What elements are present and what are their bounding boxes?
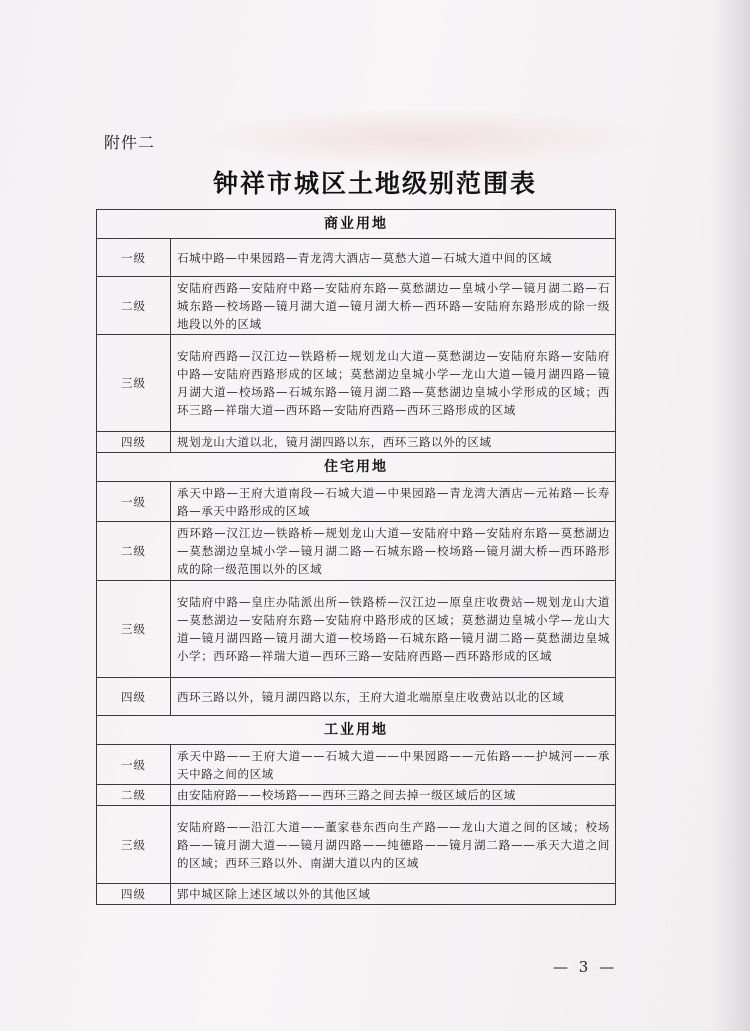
- section-header-row: [97, 716, 616, 745]
- range-cell: 由安陆府路——校场路——西环三路之间去掉一级区域后的区域: [171, 785, 616, 806]
- range-cell: 承天中路—王府大道南段—石城大道—中果园路—青龙湾大酒店—元祐路—长寿路—承天中路形成的区域: [171, 482, 616, 522]
- range-cell: 安陆府中路—皇庄办陆派出所—铁路桥—汉江边—原皇庄收费站—规划龙山大道—莫愁湖边—安陆府东路—安陆府中路形成的区域；莫愁湖边皇城小学—龙山大道—镜月湖四路—镜月湖大道—校场路—石城东路—镜月湖二路—莫愁湖边皇城小学；西环路—祥瑞大道—西环三路—安陆府西路—西环路形成的区域: [171, 581, 616, 678]
- section-header-row: [97, 210, 616, 239]
- range-cell: 安陆府西路—汉江边—铁路桥—规划龙山大道—莫愁湖边—安陆府东路—安陆府中路—安陆府西路形成的区域；莫愁湖边皇城小学—龙山大道—镜月湖四路—镜月湖大道—校场路—石城东路—镜月湖二路—莫愁湖边皇城小学形成的区域；西环三路—祥瑞大道—西环路—安陆府西路—西环三路形成的区域: [171, 335, 616, 432]
- page-edge-shadow: [712, 0, 750, 1031]
- range-cell: 西环路—汉江边—铁路桥—规划龙山大道—安陆府中路—安陆府东路—莫愁湖边—莫愁湖边皇城小学—镜月湖二路—石城东路—校场路—镜月湖大桥—西环路形成的除一级范围以外的区域: [171, 522, 616, 581]
- section-heading: 商业用地: [97, 210, 616, 239]
- grade-cell: 三级: [97, 806, 171, 884]
- grade-cell: 二级: [97, 785, 171, 806]
- range-cell: 规划龙山大道以北，镜月湖四路以东，西环三路以外的区域: [171, 432, 616, 453]
- table-row: [97, 678, 616, 716]
- range-cell: 郢中城区除上述区域以外的其他区域: [171, 884, 616, 905]
- range-cell: 安陆府西路—安陆府中路—安陆府东路—莫愁湖边—皇城小学—镜月湖二路—石城东路—校场路—镜月湖大道—镜月湖大桥—西环路—安陆府东路形成的除一级地段以外的区域: [171, 277, 616, 335]
- section-header-row: [97, 453, 616, 482]
- grade-cell: 二级: [97, 277, 171, 335]
- range-cell: 承天中路——王府大道——石城大道——中果园路——元佑路——护城河——承天中路之间的区域: [171, 745, 616, 785]
- table-row: [97, 335, 616, 432]
- page-number: — 3 —: [553, 958, 618, 976]
- grade-cell: 一级: [97, 482, 171, 522]
- section-heading: 工业用地: [97, 716, 616, 745]
- table-row: [97, 432, 616, 453]
- attachment-label: 附件二: [104, 133, 156, 152]
- table-row: [97, 785, 616, 806]
- grade-cell: 一级: [97, 239, 171, 277]
- range-cell: 石城中路—中果园路—青龙湾大酒店—莫愁大道—石城大道中间的区域: [171, 239, 616, 277]
- table-row: [97, 277, 616, 335]
- grade-cell: 四级: [97, 432, 171, 453]
- grade-cell: 二级: [97, 522, 171, 581]
- table-row: [97, 581, 616, 678]
- range-cell: 安陆府路——沿江大道——董家巷东西向生产路——龙山大道之间的区域；校场路——镜月湖大道——镜月湖四路——纯德路——镜月湖二路——承天大道之间的区域；西环三路以外、南湖大道以内的区域: [171, 806, 616, 884]
- land-grade-table: [96, 209, 616, 905]
- table-row: [97, 239, 616, 277]
- grade-cell: 三级: [97, 335, 171, 432]
- grade-cell: 四级: [97, 678, 171, 716]
- table-row: [97, 522, 616, 581]
- table-row: [97, 745, 616, 785]
- document-title: 钟祥市城区土地级别范围表: [212, 169, 537, 198]
- range-cell: 西环三路以外，镜月湖四路以东，王府大道北端原皇庄收费站以北的区域: [171, 678, 616, 716]
- grade-cell: 四级: [97, 884, 171, 905]
- table-row: [97, 806, 616, 884]
- grade-cell: 三级: [97, 581, 171, 678]
- table-row: [97, 482, 616, 522]
- grade-cell: 一级: [97, 745, 171, 785]
- section-heading: 住宅用地: [97, 453, 616, 482]
- red-seal-bleed-through: [190, 108, 650, 168]
- table-row: [97, 884, 616, 905]
